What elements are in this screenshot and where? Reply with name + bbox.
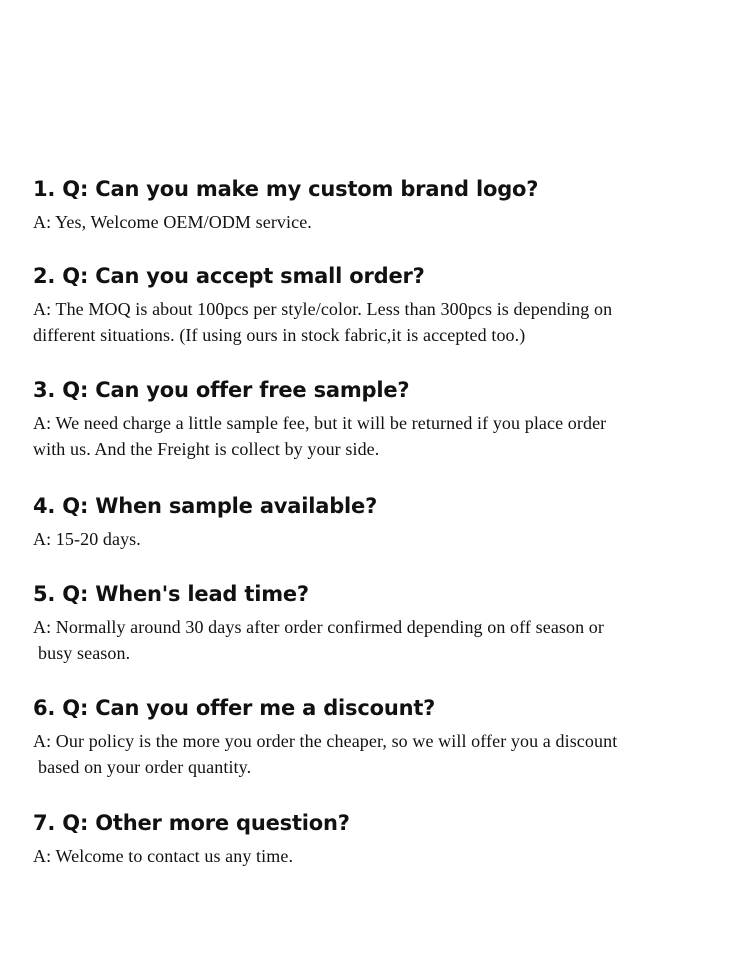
- faq-question: 2. Q: Can you accept small order?: [33, 264, 425, 288]
- faq-answer-line: A: Welcome to contact us any time.: [33, 846, 294, 866]
- faq-item-6: [33, 694, 723, 780]
- faq-answer: [33, 728, 723, 780]
- faq-answer-line: A: The MOQ is about 100pcs per style/color. Less than 300pcs is depending on: [33, 299, 613, 319]
- faq-item-7: [33, 809, 723, 869]
- faq-answer-line: A: Our policy is the more you order the cheaper, so we will offer you a discount: [33, 731, 618, 751]
- faq-question: 3. Q: Can you offer free sample?: [33, 378, 410, 402]
- faq-item-5: [33, 580, 723, 666]
- faq-question: 4. Q: When sample available?: [33, 494, 378, 518]
- faq-answer-line: based on your order quantity.: [38, 757, 252, 777]
- faq-answer-line: A: Yes, Welcome OEM/ODM service.: [33, 212, 312, 232]
- faq-answer: [33, 296, 723, 348]
- faq-answer: [33, 209, 723, 235]
- faq-question: 1. Q: Can you make my custom brand logo?: [33, 177, 539, 201]
- faq-answer-line: busy season.: [38, 643, 131, 663]
- faq-answer-line: different situations. (If using ours in stock fabric,it is accepted too.): [33, 325, 526, 345]
- faq-answer: [33, 526, 723, 552]
- faq-item-3: [33, 376, 723, 462]
- faq-item-2: [33, 262, 723, 348]
- faq-answer: [33, 843, 723, 869]
- faq-answer: [33, 614, 723, 666]
- faq-answer: [33, 410, 723, 462]
- faq-answer-line: A: Normally around 30 days after order confirmed depending on off season or: [33, 617, 605, 637]
- faq-question: 6. Q: Can you offer me a discount?: [33, 696, 436, 720]
- faq-question: 7. Q: Other more question?: [33, 811, 350, 835]
- faq-item-1: [33, 175, 723, 235]
- faq-question: 5. Q: When's lead time?: [33, 582, 309, 606]
- faq-answer-line: with us. And the Freight is collect by your side.: [33, 439, 380, 459]
- faq-item-4: [33, 492, 723, 552]
- faq-answer-line: A: 15-20 days.: [33, 529, 141, 549]
- faq-answer-line: A: We need charge a little sample fee, but it will be returned if you place order: [33, 413, 607, 433]
